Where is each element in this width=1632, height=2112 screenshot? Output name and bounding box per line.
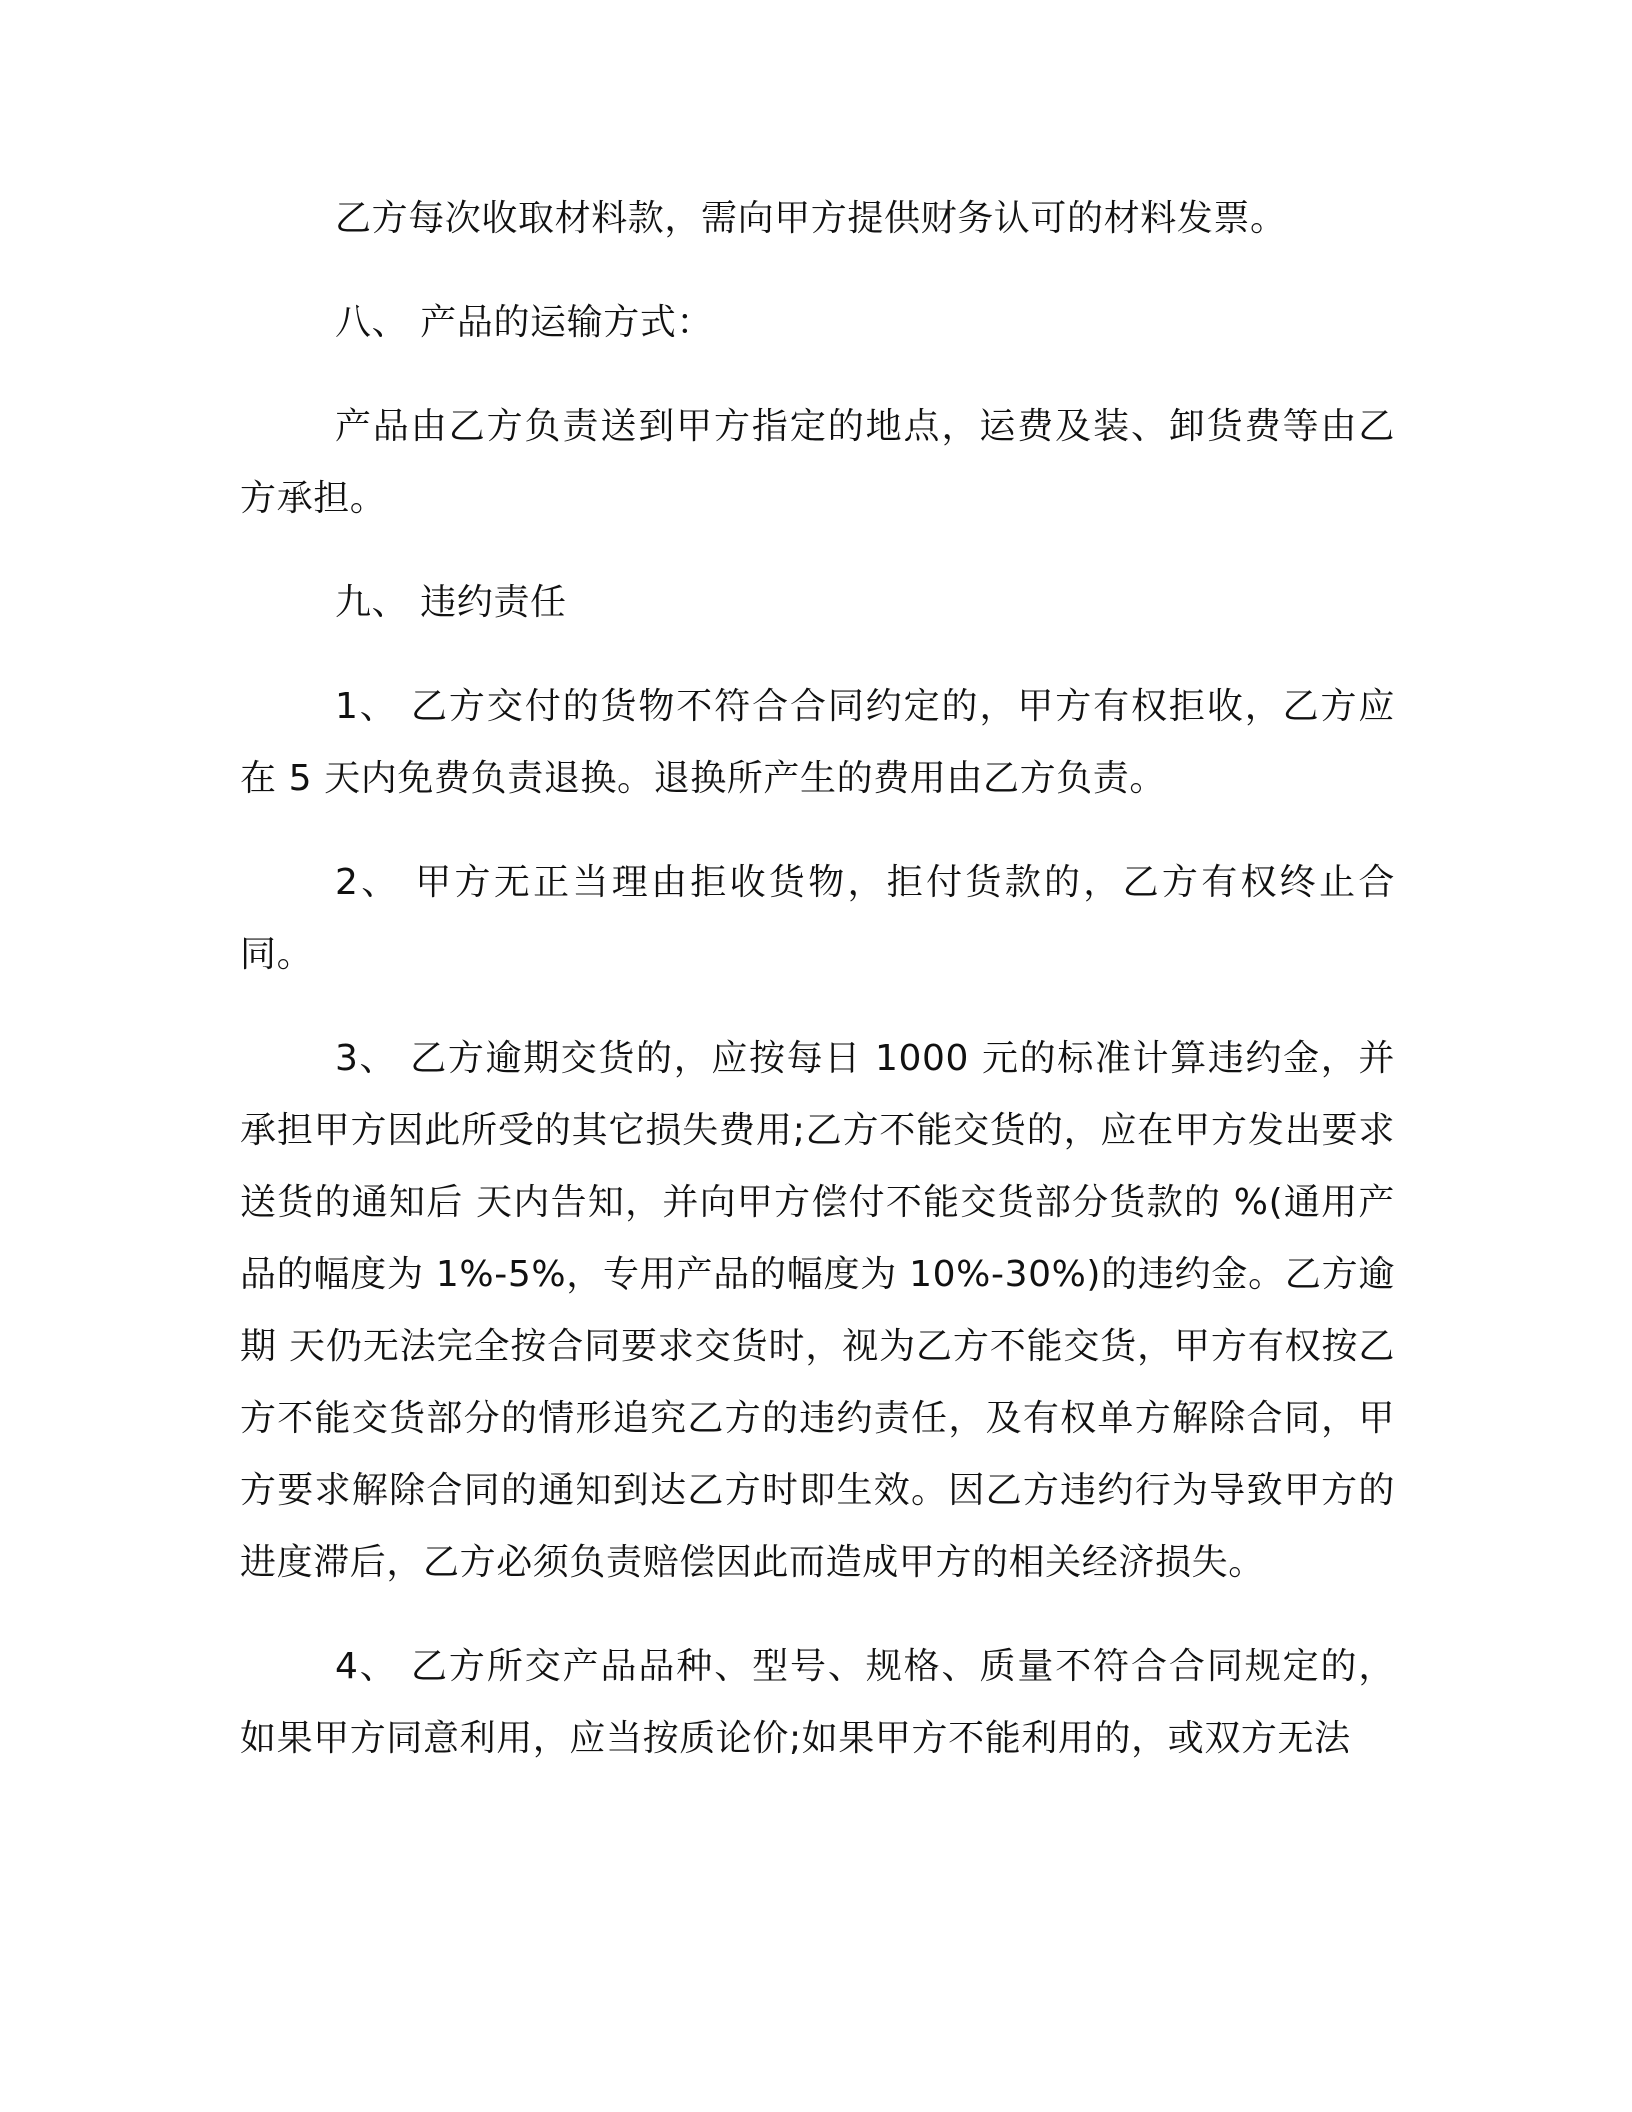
clause-1: 1、 乙方交付的货物不符合合同约定的，甲方有权拒收，乙方应在 5 天内免费负责退换。退换所产生的费用由乙方负责。 bbox=[240, 686, 1395, 799]
section-heading-transport: 八、 产品的运输方式： bbox=[335, 302, 714, 343]
paragraph-transport: 产品由乙方负责送到甲方指定的地点，运费及装、卸货费等由乙方承担。 bbox=[240, 406, 1395, 519]
clause-2: 2、 甲方无正当理由拒收货物，拒付货款的，乙方有权终止合同。 bbox=[240, 862, 1395, 975]
section-heading-liability: 九、 违约责任 bbox=[335, 582, 567, 623]
document-body bbox=[240, 183, 1395, 1775]
clause-4: 4、 乙方所交产品品种、型号、规格、质量不符合合同规定的，如果甲方同意利用，应当按质论价;如果甲方不能利用的，或双方无法 bbox=[240, 1646, 1395, 1759]
clause-3: 3、 乙方逾期交货的，应按每日 1000 元的标准计算违约金，并承担甲方因此所受的其它损失费用;乙方不能交货的，应在甲方发出要求送货的通知后 天内告知，并向甲方偿付不能交货部分货款的 %(通用产品的幅度为 1%-5%，专用产品的幅度为 10%-30%)的违约金。乙方逾期 天仍无法完全按合同要求交货时，视为乙方不能交货，甲方有权按乙方不能交货部分的情形追究乙方的违约责任，及有权单方解除合同，甲方要求解除合同的通知到达乙方时即生效。因乙方违约行为导致甲方的进度滞后，乙方必须负责赔偿因此而造成甲方的相关经济损失。 bbox=[240, 1038, 1395, 1583]
paragraph-material-invoice: 乙方每次收取材料款，需向甲方提供财务认可的材料发票。 bbox=[335, 198, 1287, 239]
